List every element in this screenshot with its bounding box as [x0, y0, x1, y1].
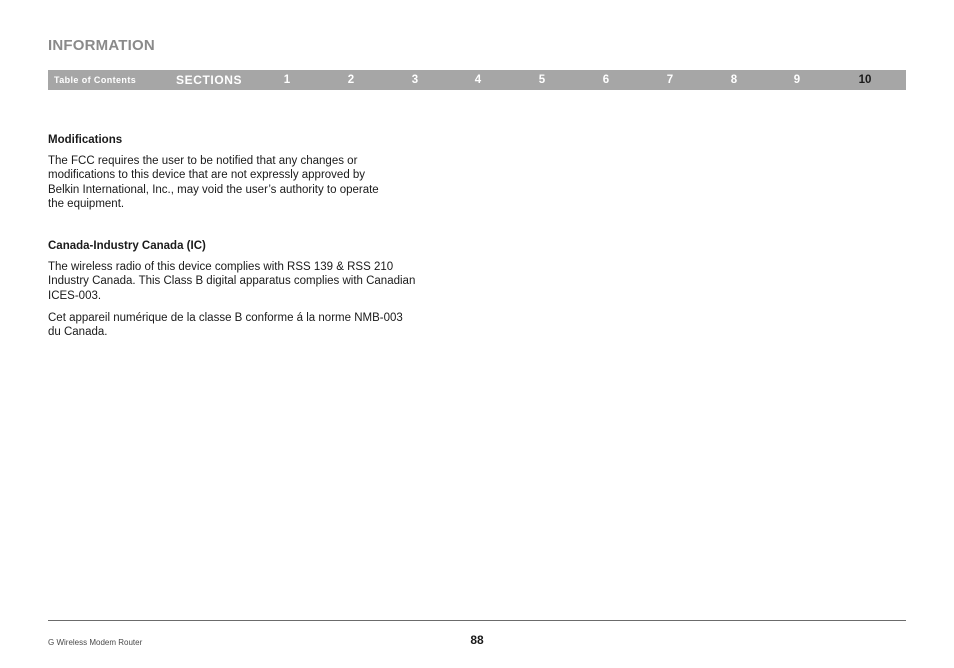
section-link-1[interactable]: 1: [283, 74, 291, 86]
canada-ic-paragraph-french: Cet appareil numérique de la classe B conforme á la norme NMB-003 du Canada.: [48, 312, 403, 339]
page-section-title: INFORMATION: [48, 37, 155, 54]
section-link-6[interactable]: 6: [602, 74, 610, 86]
sections-label: SECTIONS: [176, 73, 243, 87]
main-content: [48, 133, 478, 348]
section-spacer: [48, 219, 478, 239]
section-link-3[interactable]: 3: [411, 74, 419, 86]
section-navigation-bar: [48, 70, 906, 90]
canada-ic-paragraph-english: The wireless radio of this device complies with RSS 139 & RSS 210 Industry Canada. This Class B digital apparatus complies with Canadian ICES-003.: [48, 261, 416, 302]
footer-divider: [48, 620, 906, 621]
section-link-7[interactable]: 7: [666, 74, 674, 86]
modifications-paragraph: The FCC requires the user to be notified that any changes or modifications to this device that are not expressly approved by Belkin International, Inc., may void the user’s authority to operate the equipment.: [48, 155, 379, 210]
canada-ic-heading: Canada-Industry Canada (IC): [48, 240, 206, 253]
section-link-2[interactable]: 2: [347, 74, 355, 86]
modifications-heading: Modifications: [48, 134, 123, 146]
table-of-contents-link[interactable]: Table of Contents: [54, 75, 137, 85]
section-link-9[interactable]: 9: [793, 74, 801, 86]
section-link-5[interactable]: 5: [538, 74, 546, 86]
section-link-8[interactable]: 8: [730, 74, 738, 86]
section-link-4[interactable]: 4: [474, 74, 482, 86]
footer-product-name: G Wireless Modem Router: [48, 638, 143, 647]
page-number: 88: [470, 633, 484, 647]
section-link-10-active[interactable]: 10: [858, 74, 872, 86]
